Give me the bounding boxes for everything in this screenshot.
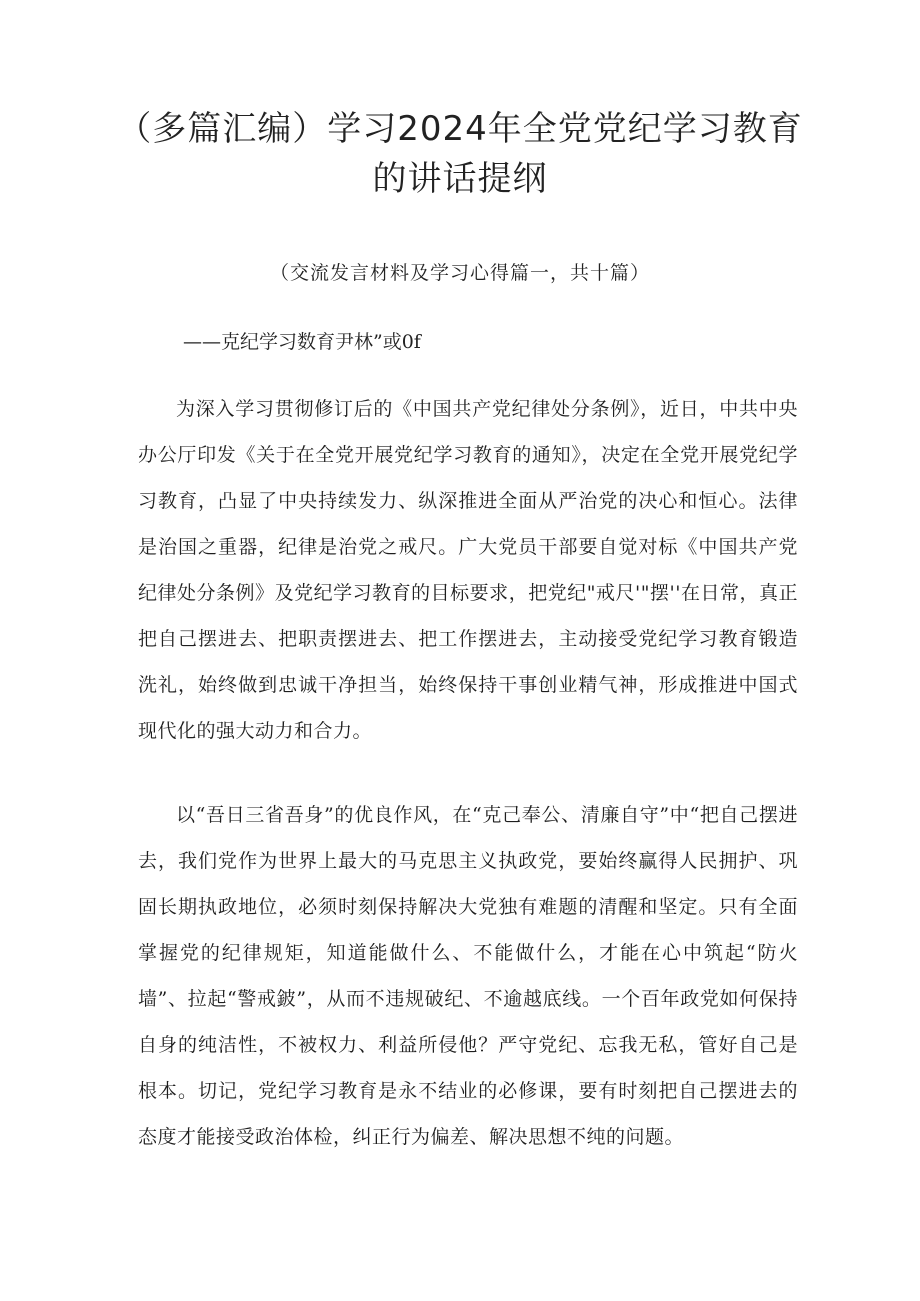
body-paragraph: 以“吾日三省吾身”的优良作风，在“克己奉公、清廉自守”中“把自己摆进去，我们党作为世界上最大的马克思主义执政党，要始终赢得人民拥护、巩固长期执政地位，必须时刻保持解决大党独有难题的清醒和坚定。只有全面掌握党的纪律规矩，知道能做什么、不能做什么，才能在心中筑起“防火墙”、拉起“警戒鈹”，从而不违规破纪、不逾越底线。一个百年政党如何保持自身的纯洁性，不被权力、利益所侵他？严守党纪、忘我无私，管好自己是根本。切记，党纪学习教育是永不结业的必修课，要有时刻把自己摆进去的态度才能接受政治体检，纠正行为偏差、解决思想不纯的问题。: [138, 804, 798, 1148]
document-subtitle: （交流发言材料及学习心得篇一，共十篇）: [269, 262, 650, 284]
document-byline: ——克纪学习数育尹林”或0f: [183, 331, 421, 353]
document-title: （多篇汇编）学习2024年全党党纪学习教育的讲话提纲: [117, 109, 803, 199]
body-paragraph: 为深入学习贯彻修订后的《中国共产党纪律处分条例》，近日，中共中央办公厅印发《关于在全党开展党纪学习教育的通知》，决定在全党开展党纪学习教育，凸显了中央持续发力、纵深推进全面从严治党的决心和恒心。法律是治国之重器，纪律是治党之戒尺。广大党员干部要自觉对标《中国共产党纪律处分条例》及党纪学习教育的目标要求，把党纪"戒尺'"摆''在日常，真正把自己摆进去、把职责摆进去、把工作摆进去，主动接受党纪学习教育锻造洗礼，始终做到忠诚干净担当，始终保持干事创业精气神，形成推进中国式现代化的强大动力和合力。: [138, 398, 798, 742]
